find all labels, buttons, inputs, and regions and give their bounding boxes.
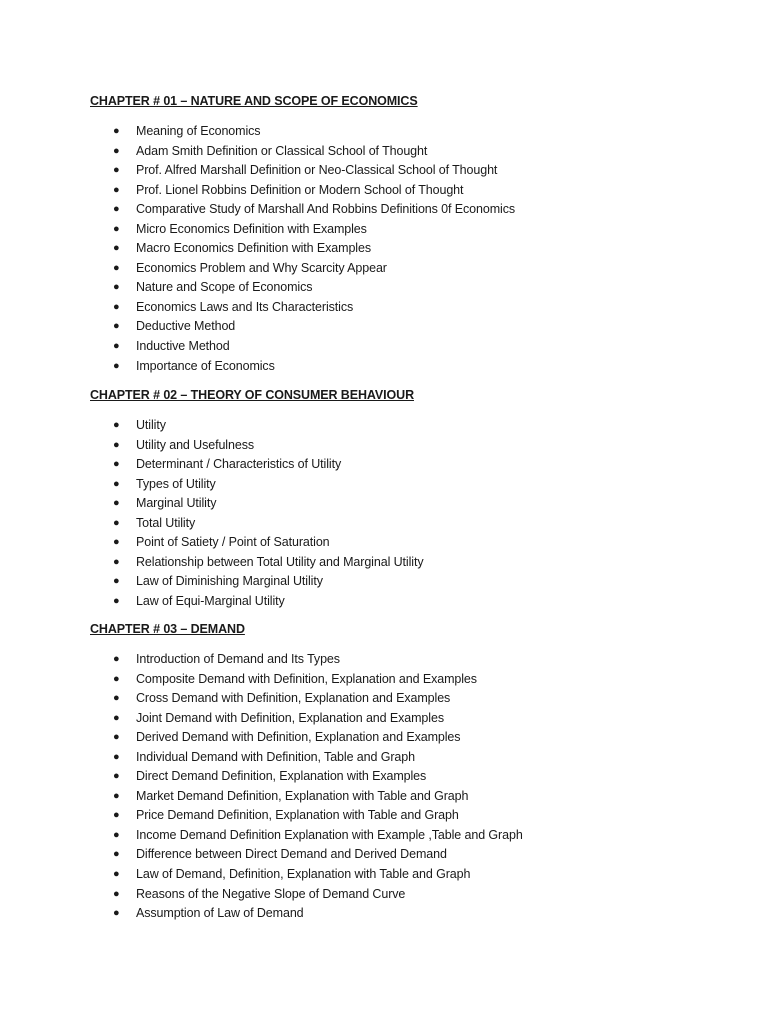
list-item [90,181,710,201]
list-item-text: Reasons of the Negative Slope of Demand Curve [136,886,406,901]
bullet-icon: ● [113,300,120,313]
list-item-text: Inductive Method [136,339,230,354]
bullet-icon: ● [113,907,120,920]
list-item-text: Micro Economics Definition with Examples [136,221,367,236]
list-item [90,709,710,729]
list-item [90,592,710,612]
list-item-text: Relationship between Total Utility and Marginal Utility [136,554,424,569]
list-item [90,845,710,865]
chapter-3-topic-list [90,650,710,924]
bullet-icon: ● [113,672,120,685]
list-item [90,806,710,826]
bullet-icon: ● [113,828,120,841]
chapter-1 [90,93,710,376]
list-item [90,826,710,846]
list-item-text: Point of Satiety / Point of Saturation [136,535,330,550]
list-item [90,298,710,318]
chapter-3 [90,621,710,924]
bullet-icon: ● [113,770,120,783]
bullet-icon: ● [113,536,120,549]
chapter-2-topic-list [90,416,710,611]
chapter-1-title: CHAPTER # 01 – NATURE AND SCOPE OF ECONOMICS [90,94,418,108]
list-item-text: Deductive Method [136,319,236,334]
bullet-icon: ● [113,594,120,607]
list-item [90,475,710,495]
bullet-icon: ● [113,848,120,861]
list-item-text: Derived Demand with Definition, Explanation and Examples [136,730,461,745]
bullet-icon: ● [113,497,120,510]
list-item [90,728,710,748]
bullet-icon: ● [113,516,120,529]
list-item [90,865,710,885]
list-item-text: Total Utility [136,515,196,530]
list-item-text: Prof. Lionel Robbins Definition or Modern School of Thought [136,182,464,197]
list-item-text: Meaning of Economics [136,124,261,138]
list-item-text: Market Demand Definition, Explanation with Table and Graph [136,788,469,803]
bullet-icon: ● [113,203,120,216]
list-item [90,904,710,924]
list-item-text: Difference between Direct Demand and Derived Demand [136,847,447,862]
chapter-2-title: CHAPTER # 02 – THEORY OF CONSUMER BEHAVIOUR [90,388,414,402]
list-item [90,416,710,436]
list-item-text: Prof. Alfred Marshall Definition or Neo-Classical School of Thought [136,163,498,178]
bullet-icon: ● [113,789,120,802]
list-item-text: Direct Demand Definition, Explanation with Examples [136,769,427,784]
bullet-icon: ● [113,555,120,568]
list-item-text: Marginal Utility [136,496,217,511]
list-item [90,553,710,573]
list-item [90,357,710,377]
list-item [90,455,710,475]
bullet-icon: ● [113,242,120,255]
list-item-text: Utility [136,418,166,432]
bullet-icon: ● [113,887,120,900]
bullet-icon: ● [113,868,120,881]
bullet-icon: ● [113,144,120,157]
list-item-text: Composite Demand with Definition, Explanation and Examples [136,671,477,686]
list-item [90,161,710,181]
list-item-text: Joint Demand with Definition, Explanation and Examples [136,710,444,725]
bullet-icon: ● [113,458,120,471]
list-item-text: Comparative Study of Marshall And Robbins Definitions 0f Economics [136,202,516,217]
bullet-icon: ● [113,711,120,724]
bullet-icon: ● [113,750,120,763]
bullet-icon: ● [113,419,120,431]
list-item-text: Individual Demand with Definition, Table and Graph [136,749,415,764]
bullet-icon: ● [113,340,120,353]
list-item [90,200,710,220]
chapter-2 [90,387,710,611]
bullet-icon: ● [113,125,120,137]
list-item [90,748,710,768]
list-item-text: Utility and Usefulness [136,437,254,452]
bullet-icon: ● [113,320,120,333]
list-item-text: Importance of Economics [136,358,275,373]
list-item [90,533,710,553]
list-item-text: Determinant / Characteristics of Utility [136,457,342,472]
list-item [90,650,710,670]
chapter-3-title: CHAPTER # 03 – DEMAND [90,622,245,636]
bullet-icon: ● [113,438,120,451]
bullet-icon: ● [113,183,120,196]
bullet-icon: ● [113,653,120,665]
list-item [90,337,710,357]
bullet-icon: ● [113,477,120,490]
list-item-text: Introduction of Demand and Its Types [136,652,340,666]
bullet-icon: ● [113,359,120,372]
bullet-icon: ● [113,809,120,822]
list-item-text: Cross Demand with Definition, Explanation and Examples [136,691,451,706]
list-item [90,122,710,142]
list-item-text: Law of Equi-Marginal Utility [136,593,285,608]
bullet-icon: ● [113,281,120,294]
list-item-text: Macro Economics Definition with Examples [136,241,371,256]
list-item-text: Income Demand Definition Explanation with Example ,Table and Graph [136,827,523,842]
list-item [90,767,710,787]
list-item-text: Assumption of Law of Demand [136,906,304,921]
list-item-text: Economics Laws and Its Characteristics [136,299,354,314]
bullet-icon: ● [113,692,120,705]
bullet-icon: ● [113,164,120,177]
list-item [90,689,710,709]
list-item-text: Law of Diminishing Marginal Utility [136,574,323,589]
list-item-text: Law of Demand, Definition, Explanation with Table and Graph [136,867,471,882]
list-item [90,317,710,337]
list-item [90,239,710,259]
list-item-text: Nature and Scope of Economics [136,280,313,295]
bullet-icon: ● [113,222,120,235]
bullet-icon: ● [113,575,120,588]
list-item-text: Price Demand Definition, Explanation with Table and Graph [136,808,459,823]
chapter-1-topic-list [90,122,710,376]
list-item [90,278,710,298]
bullet-icon: ● [113,731,120,744]
list-item [90,259,710,279]
list-item [90,670,710,690]
list-item [90,220,710,240]
list-item [90,436,710,456]
list-item [90,494,710,514]
list-item-text: Types of Utility [136,476,216,491]
list-item [90,885,710,905]
list-item [90,572,710,592]
list-item [90,787,710,807]
list-item [90,514,710,534]
list-item [90,142,710,162]
list-item-text: Adam Smith Definition or Classical School of Thought [136,143,428,158]
list-item-text: Economics Problem and Why Scarcity Appear [136,260,387,275]
bullet-icon: ● [113,261,120,274]
